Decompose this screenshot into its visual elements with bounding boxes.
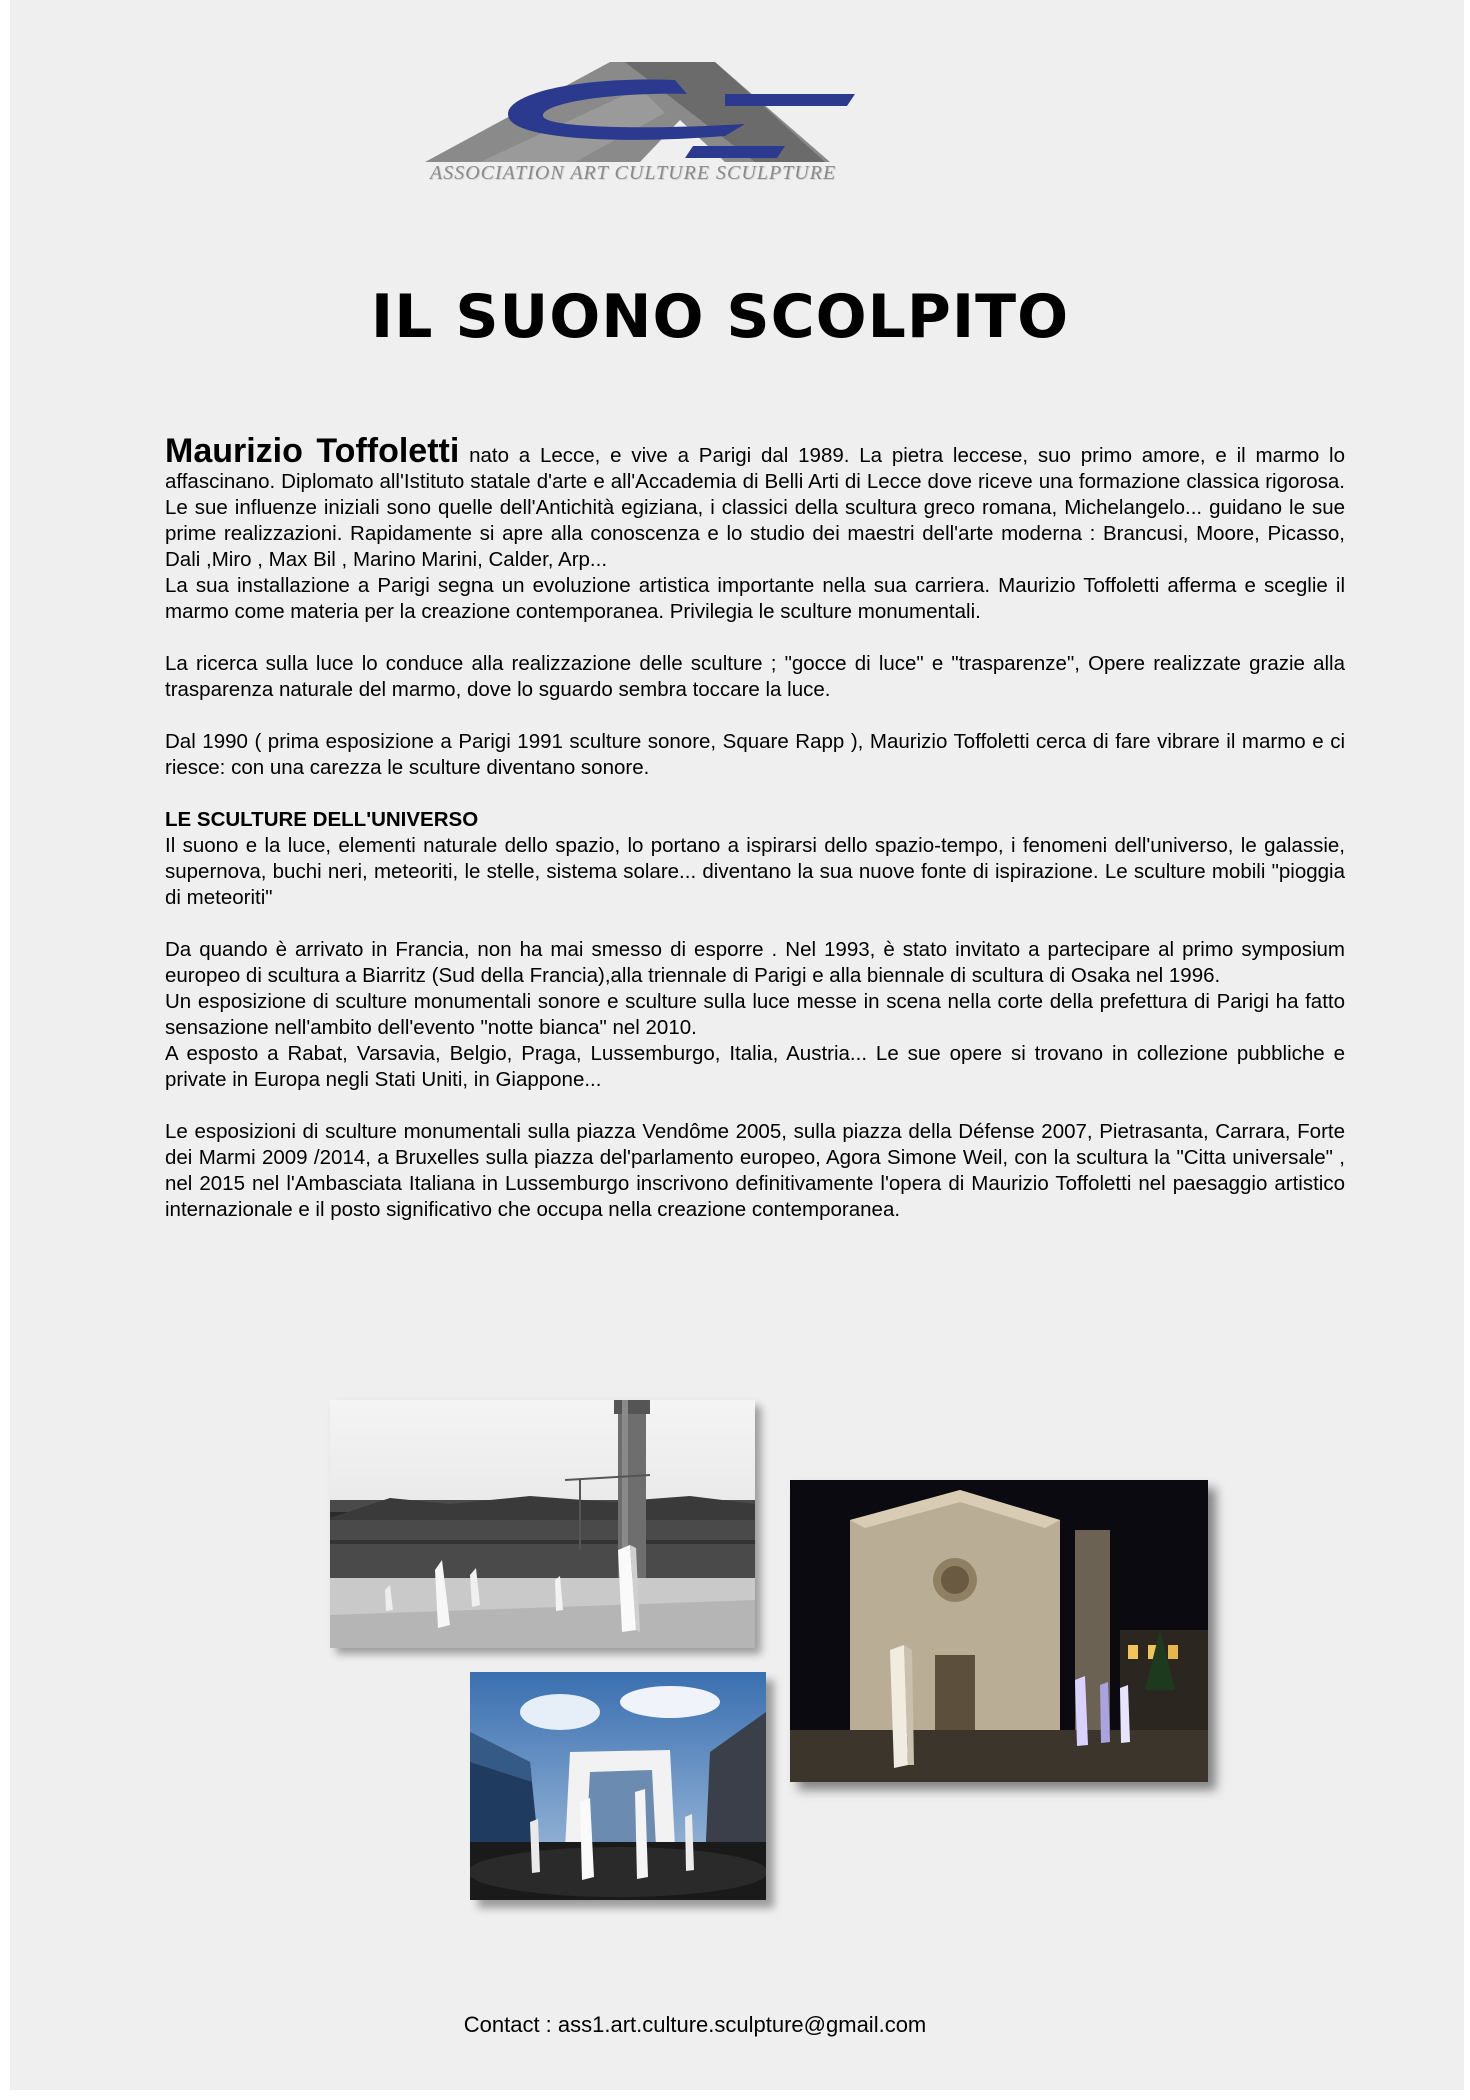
section-heading: LE SCULTURE DELL'UNIVERSO: [165, 808, 479, 831]
paragraph: La ricerca sulla luce lo conduce alla realizzazione delle sculture ; "gocce di luce" e "trasparenze", Opere realizzate grazie alla trasparenza naturale del marmo, dove lo sguardo sembra toccare la luce.: [165, 652, 1345, 701]
paragraph: Il suono e la luce, elementi naturale dello spazio, lo portano a ispirarsi dello spazio-tempo, i fenomeni dell'universo, le galassie, supernova, buchi neri, meteoriti, le stelle, sistema solare... diventano la sua nuove fonte di ispirazione. Le sculture mobili "pioggia di meteoriti": [165, 834, 1345, 909]
contact-line: Contact : ass1.art.culture.sculpture@gmail.com: [463, 2012, 927, 2037]
page-title: IL SUONO SCOLPITO: [370, 282, 1070, 352]
paragraph: Un esposizione di sculture monumentali sonore e sculture sulla luce messe in scena nella corte della prefettura di Parigi ha fatto sensazione nell'ambito dell'evento "notte bianca" nel 2010.: [165, 990, 1345, 1039]
photo-place-vendome: [330, 1400, 755, 1648]
page: [10, 0, 1464, 2090]
logo-emblem-icon: [425, 58, 1025, 168]
paragraph: Dal 1990 ( prima esposizione a Parigi 1991 sculture sonore, Square Rapp ), Maurizio Toffoletti cerca di fare vibrare il marmo e ci riesce: con una carezza le sculture diventano sonore.: [165, 730, 1345, 779]
artist-name: Maurizio Toffoletti: [165, 432, 460, 470]
biography-text: [165, 432, 1345, 1223]
paragraph: A esposto a Rabat, Varsavia, Belgio, Praga, Lussemburgo, Italia, Austria... Le sue opere si trovano in collezione pubbliche e private in Europa negli Stati Uniti, in Giappone...: [165, 1042, 1345, 1091]
photo-la-defense: [470, 1672, 766, 1900]
paragraph: Da quando è arrivato in Francia, non ha mai smesso di esporre . Nel 1993, è stato invitato a partecipare al primo symposium europeo di scultura a Biarritz (Sud della Francia),alla triennale di Parigi e alla biennale di scultura di Osaka nel 1996.: [165, 938, 1345, 987]
paragraph: Le esposizioni di sculture monumentali sulla piazza Vendôme 2005, sulla piazza della Défense 2007, Pietrasanta, Carrara, Forte dei Marmi 2009 /2014, a Bruxelles sulla piazza del'parlamento europeo, Agora Simone Weil, con la scultura la "Citta universale" , nel 2015 nel l'Ambasciata Italiana in Lussemburgo inscrivono definitivamente l'opera di Maurizio Toffoletti nel paesaggio artistico internazionale e il posto significativo che occupa nella creazione contemporanea.: [165, 1120, 1345, 1221]
paragraph-intro-text: nato a Lecce, e vive a Parigi dal 1989. La pietra leccese, suo primo amore, e il marmo lo affascinano. Diplomato all'Istituto statale d'arte e all'Accademia di Belli Arti di Lecce dove riceve una formazione classica rigorosa. Le sue influenze iniziali sono quelle dell'Antichità egiziana, i classici della scultura greco romana, Michelangelo... guidano le sue prime realizzazioni. Rapidamente si apre alla conoscenza e lo studio dei maestri dell'arte moderna : Brancusi, Moore, Picasso, Dali ,Miro , Max Bil , Marino Marini, Calder, Arp...: [165, 444, 1345, 571]
logo-text: ASSOCIATION ART CULTURE SCULPTURE: [430, 162, 837, 184]
paragraph: La sua installazione a Parigi segna un evoluzione artistica importante nella sua carriera. Maurizio Toffoletti afferma e sceglie il marmo come materia per la creazione contemporanea. Privilegia le sculture monumentali.: [165, 574, 1345, 623]
association-logo: [425, 58, 1025, 188]
photo-cathedral-night: [790, 1480, 1208, 1782]
paragraph-intro: [165, 432, 1345, 573]
